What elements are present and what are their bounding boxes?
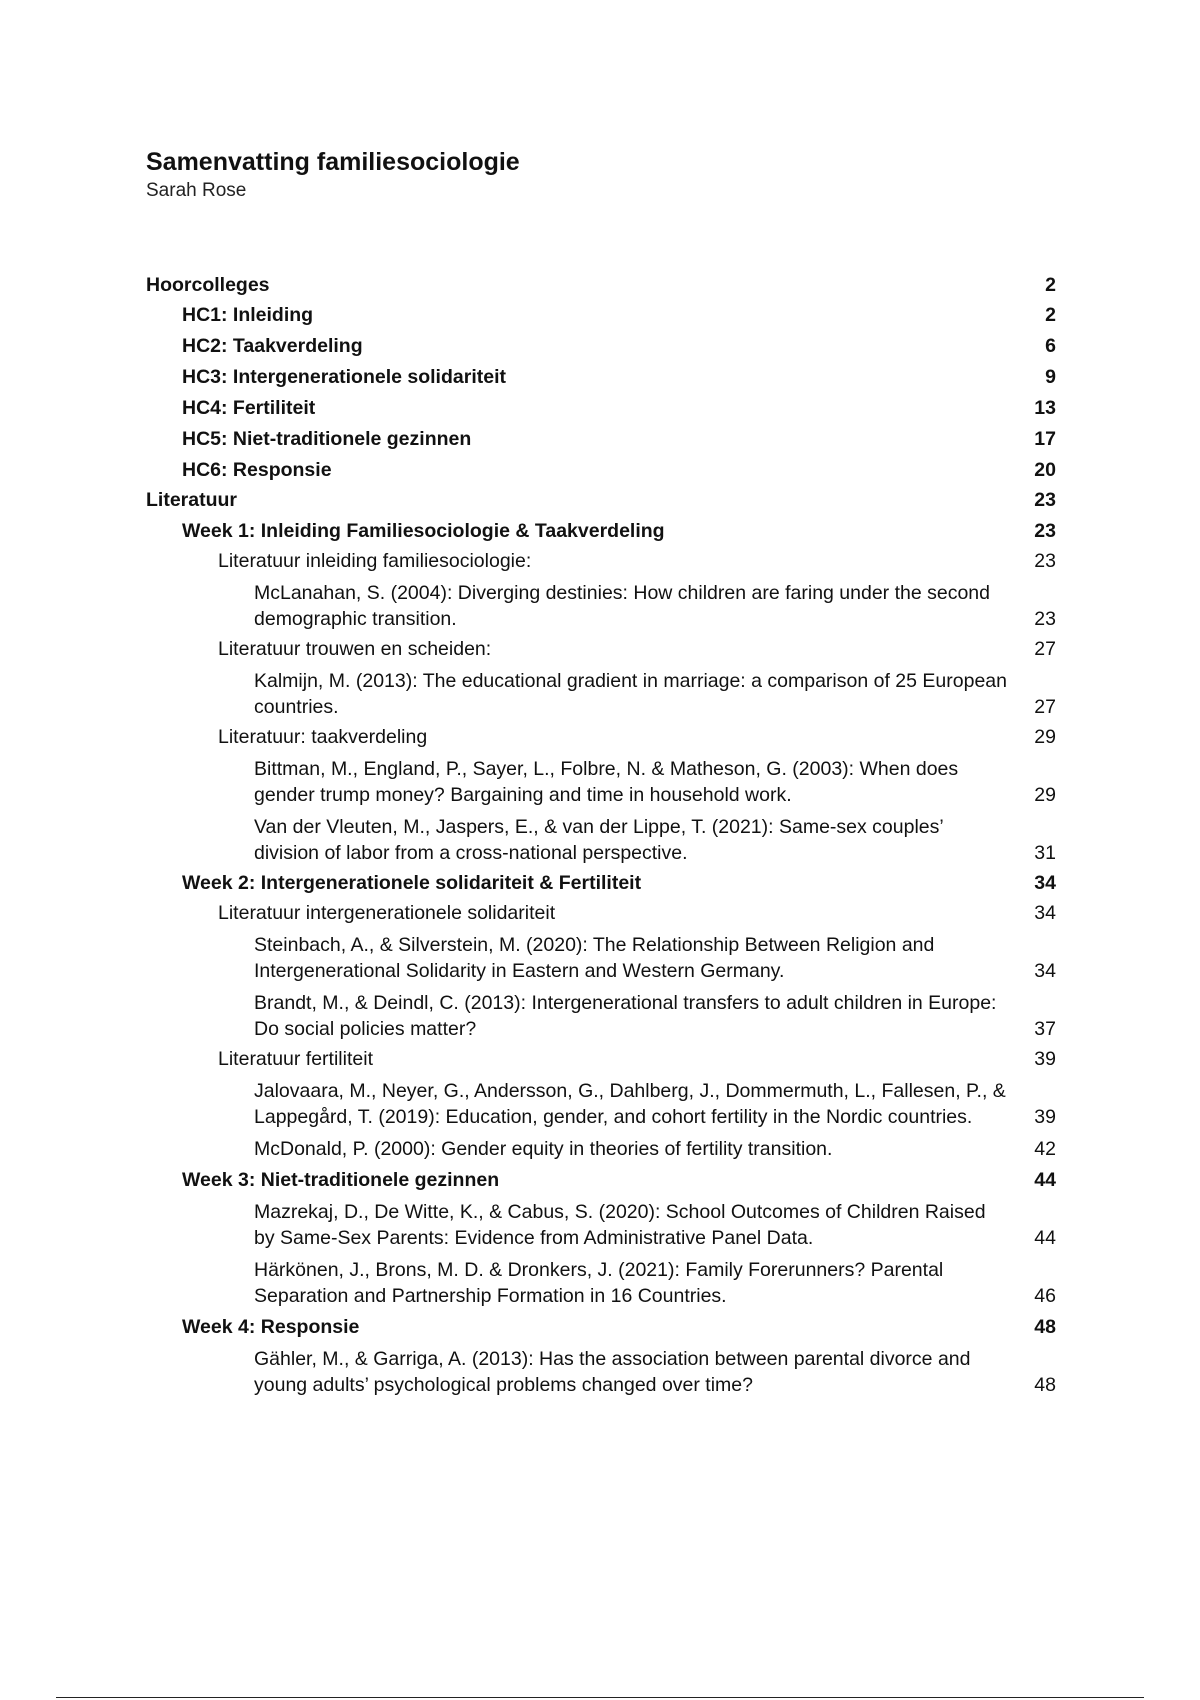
toc-entry-page: 2 [1045,304,1056,326]
toc-entry-page: 2 [1045,274,1056,296]
toc-entry-title: HC5: Niet-traditionele gezinnen [182,428,472,450]
toc-entry[interactable] [146,272,1056,298]
toc-entry[interactable] [146,1136,1056,1162]
toc-entry[interactable] [146,487,1056,513]
toc-entry[interactable] [146,1346,1056,1398]
toc-entry[interactable] [146,1167,1056,1193]
toc-entry[interactable] [146,932,1056,984]
toc-entry[interactable] [146,668,1056,720]
toc-entry-title: Gähler, M., & Garriga, A. (2013): Has the association between parental divorce and young adults’ psychological problems changed over time? [254,1348,971,1396]
toc-entry-page: 48 [1034,1316,1056,1338]
toc-entry-title: Literatuur inleiding familiesociologie: [218,550,532,572]
document-header [146,146,1056,204]
toc-entry-page: 29 [1034,726,1056,748]
toc-entry-page: 48 [1034,1374,1056,1396]
toc-entry-page: 23 [1034,608,1056,630]
toc-entry-page: 13 [1034,397,1056,419]
toc-entry[interactable] [146,1314,1056,1340]
toc-entry-page: 27 [1034,638,1056,660]
toc-entry-title: Bittman, M., England, P., Sayer, L., Folbre, N. & Matheson, G. (2003): When does gender trump money? Bargaining and time in household work. [254,758,959,806]
toc-entry[interactable] [146,548,1056,574]
toc-entry-title: McLanahan, S. (2004): Diverging destinies: How children are faring under the second demographic transition. [254,582,991,630]
toc-entry[interactable] [146,395,1056,421]
toc-entry-title: HC6: Responsie [182,459,332,481]
toc-entry-title: Van der Vleuten, M., Jaspers, E., & van der Lippe, T. (2021): Same-sex couples’ division of labor from a cross-national perspective. [254,816,943,864]
toc-entry-page: 46 [1034,1285,1056,1307]
toc-entry-page: 23 [1034,489,1056,511]
toc-entry-page: 23 [1034,520,1056,542]
toc-entry-page: 39 [1034,1106,1056,1128]
toc-entry-title: Mazrekaj, D., De Witte, K., & Cabus, S. (2020): School Outcomes of Children Raised by Same-Sex Parents: Evidence from Administrative Panel Data. [254,1201,986,1249]
toc-entry-page: 20 [1034,459,1056,481]
toc-entry-title: Literatuur [146,489,238,511]
toc-entry[interactable] [146,580,1056,632]
toc-entry-title: Literatuur: taakverdeling [218,726,428,748]
toc-entry-title: McDonald, P. (2000): Gender equity in theories of fertility transition. [254,1138,833,1160]
toc-entry[interactable] [146,333,1056,359]
document-author: Sarah Rose [146,180,247,201]
toc-entry-title: Jalovaara, M., Neyer, G., Andersson, G., Dahlberg, J., Dommermuth, L., Fallesen, P., & Lappegård, T. (2019): Education, gender, and cohort fertility in the Nordic countries. [254,1080,1006,1128]
toc-entry-title: Hoorcolleges [146,274,270,296]
toc-entry[interactable] [146,636,1056,662]
toc-entry[interactable] [146,1257,1056,1309]
toc-entry-title: Kalmijn, M. (2013): The educational gradient in marriage: a comparison of 25 European countries. [254,670,1007,718]
toc-entry[interactable] [146,1199,1056,1251]
toc-entry-page: 9 [1045,366,1056,388]
toc-entry-page: 34 [1034,960,1056,982]
toc-entry-page: 17 [1034,428,1056,450]
toc-entry-title: HC1: Inleiding [182,304,314,326]
toc-entry-title: Brandt, M., & Deindl, C. (2013): Intergenerational transfers to adult children in Europe: Do social policies matter? [254,992,997,1040]
document-title: Samenvatting familiesociologie [146,148,520,176]
toc-entry-page: 31 [1034,842,1056,864]
toc-entry[interactable] [146,364,1056,390]
toc-entry-title: Steinbach, A., & Silverstein, M. (2020): The Relationship Between Religion and Intergenerational Solidarity in Eastern and Western Germany. [254,934,935,982]
toc-entry[interactable] [146,724,1056,750]
toc-entry-title: HC2: Taakverdeling [182,335,363,357]
page-bottom-divider [56,1697,1144,1698]
toc-entry-page: 39 [1034,1048,1056,1070]
toc-entry-title: Literatuur intergenerationele solidariteit [218,902,556,924]
toc-entry[interactable] [146,1046,1056,1072]
toc-entry[interactable] [146,870,1056,896]
toc-entry[interactable] [146,756,1056,808]
toc-entry-title: Week 1: Inleiding Familiesociologie & Taakverdeling [182,520,665,542]
toc-entry-title: Week 3: Niet-traditionele gezinnen [182,1169,500,1191]
toc-entry-page: 37 [1034,1018,1056,1040]
toc-entry-title: Week 2: Intergenerationele solidariteit & Fertiliteit [182,872,642,894]
toc-entry-page: 44 [1034,1227,1056,1249]
toc-entry[interactable] [146,518,1056,544]
table-of-contents [146,272,1056,1398]
toc-entry-title: Härkönen, J., Brons, M. D. & Dronkers, J. (2021): Family Forerunners? Parental Separation and Partnership Formation in 16 Countries. [254,1259,944,1307]
toc-entry[interactable] [146,1078,1056,1130]
toc-entry-page: 44 [1034,1169,1056,1191]
toc-entry-title: HC3: Intergenerationele solidariteit [182,366,506,388]
toc-entry[interactable] [146,900,1056,926]
toc-entry-title: Literatuur trouwen en scheiden: [218,638,492,660]
toc-entry-title: HC4: Fertiliteit [182,397,316,419]
toc-entry-page: 34 [1034,902,1056,924]
toc-entry-page: 29 [1034,784,1056,806]
toc-entry[interactable] [146,302,1056,328]
toc-entry-page: 23 [1034,550,1056,572]
toc-entry-title: Literatuur fertiliteit [218,1048,373,1070]
toc-entry[interactable] [146,457,1056,483]
toc-entry-page: 42 [1034,1138,1056,1160]
toc-entry-page: 27 [1034,696,1056,718]
toc-entry[interactable] [146,814,1056,866]
toc-entry-page: 34 [1034,872,1056,894]
toc-entry-title: Week 4: Responsie [182,1316,360,1338]
toc-entry-page: 6 [1045,335,1056,357]
toc-entry[interactable] [146,990,1056,1042]
toc-entry[interactable] [146,426,1056,452]
